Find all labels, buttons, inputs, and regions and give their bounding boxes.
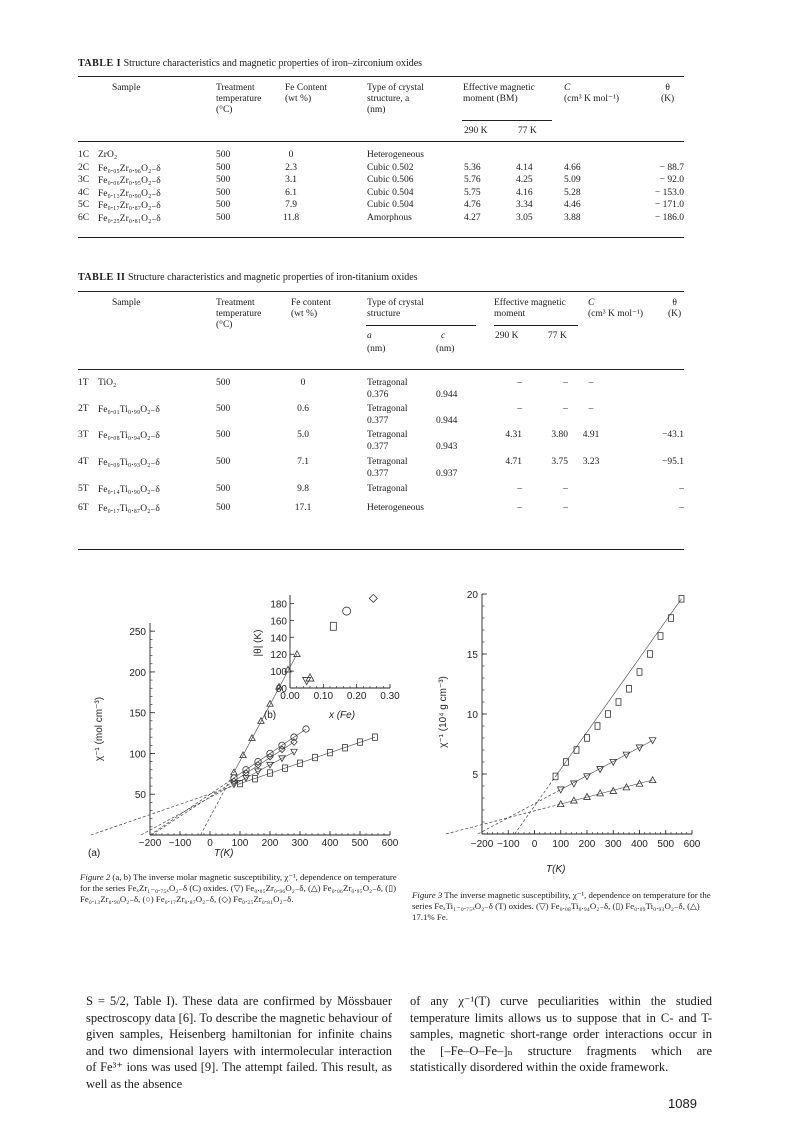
fig2b-x-tick-label: 0.10 [313, 691, 334, 702]
t1-row-fe: 6.1 [285, 187, 297, 198]
t2-row-m290: – [517, 378, 522, 388]
t2-row-formula: Fe₀.₁₇Ti₀.₈₇O₂₋δ [98, 504, 160, 514]
t2-row-fe: 5.0 [297, 430, 309, 440]
t2-row-a: 0.377 [367, 416, 389, 426]
t1-h-sample: Sample [112, 83, 141, 93]
table1-header-rule [78, 141, 684, 142]
table1-caption [78, 57, 422, 70]
fig2b-y-tick-label: 160 [270, 616, 287, 628]
table1-bottom-rule [78, 237, 684, 238]
figure2-plot [80, 585, 410, 870]
fig2a-x-tick-label: −200 [138, 838, 162, 849]
fig3-x-tick-label: 200 [578, 839, 596, 850]
t2-row-type: Tetragonal [367, 404, 408, 414]
t1-row-c: 5.09 [564, 175, 581, 186]
t2-row-formula: Fe₀.₀₁Ti₀.₉₉O₂₋δ [98, 405, 160, 415]
fig2a-x-tick-label: 500 [351, 838, 369, 849]
t1-row-m77: 3.34 [516, 200, 533, 211]
t2-row-cc: 4.91 [582, 430, 600, 440]
fig2b-point-square [330, 622, 336, 630]
t2-row-formula: Fe₀.₀₉Ti₀.₉₃O₂₋δ [98, 458, 160, 468]
t1-row-formula: Fe₀.₂₅Zr₀.₈₁O₂₋δ [98, 214, 161, 224]
t1-row-temp: 500 [216, 213, 231, 223]
t2-row-m77: – [563, 404, 568, 414]
fig3-point-square [574, 747, 579, 754]
t1-h-290: 290 K [464, 126, 488, 136]
fig3-x-tick-label: 500 [657, 839, 675, 850]
fig3-fit-line [561, 780, 653, 804]
t2-row-temp: 500 [216, 484, 231, 494]
fig3-x-tick-label: 0 [531, 839, 538, 850]
t2-type-subrule [366, 325, 476, 326]
fig2a-point-triangle-up [294, 651, 300, 657]
t1-row-id: 6C [78, 213, 90, 223]
t2-row-id: 4T [78, 457, 89, 467]
t2-h-c-unit: (nm) [436, 344, 455, 354]
fig2a-y-tick-label: 150 [129, 708, 146, 720]
table2-label: TABLE II [78, 272, 126, 283]
fig3-point-square [648, 651, 653, 658]
fig2a-y-tick-label: 250 [129, 627, 146, 639]
t1-row-fe: 11.8 [282, 213, 300, 223]
t1-row-m77: 4.14 [516, 162, 533, 173]
fig3-x-tick-label: 100 [552, 839, 570, 850]
fig2a-x-tick-label: −100 [168, 838, 192, 849]
fig3-x-tick-label: −200 [470, 839, 494, 850]
fig2b-panel-label: (b) [263, 710, 277, 721]
table2-top-rule [78, 291, 684, 292]
fig2b-point-circle [343, 607, 351, 615]
fig2b-ylabel: |θ| (K) [253, 629, 264, 657]
t2-h-theta: θ (K) [668, 298, 682, 319]
t1-row-m290: 5.36 [464, 162, 481, 173]
t1-row-temp: 500 [216, 150, 231, 160]
fig2b-y-tick-label: 180 [270, 599, 287, 611]
t1-row-temp: 500 [216, 200, 231, 211]
t2-h-sample: Sample [112, 298, 141, 308]
fig2b-y-tick-label: 140 [270, 633, 287, 645]
t2-row-type: Heterogeneous [367, 503, 424, 513]
t2-row-cc: – [588, 404, 594, 414]
fig2a-point-triangle-up [267, 701, 273, 707]
fig2b-y-tick-label: 120 [270, 650, 287, 662]
fig3-point-triangle-up [649, 777, 656, 783]
t1-row-c: 4.66 [564, 162, 581, 173]
t2-row-fe: 7.1 [297, 457, 309, 467]
t1-row-id: 3C [78, 175, 90, 186]
t2-row-a: 0.376 [367, 390, 389, 400]
fig2a-x-tick-label: 300 [291, 838, 309, 849]
fig2a-extrapolation-line [91, 784, 240, 835]
table1-caption-text: Structure characteristics and magnetic properties of iron–zirconium oxides [123, 58, 423, 69]
t2-row-type: Tetragonal [367, 484, 408, 494]
table2-caption [78, 271, 418, 284]
t1-row-theta: − 88.7 [659, 162, 684, 173]
fig2a-point-square [373, 734, 378, 740]
t1-row-type: Cubic 0.502 [367, 162, 414, 173]
t2-row-cc: 3.23 [582, 457, 600, 467]
body-column-right: of any χ⁻¹(T) curve peculiarities within the studied temperature limits allows us to suppose that in C- and T-samples, magnetic short-range order interactions occur in the [–Fe–O–Fe–]ₙ structure fragments which are statistically disordered within the oxide framework. [410, 994, 712, 1074]
table2-header-rule [78, 369, 684, 370]
fig3-extrapolation-line [515, 776, 556, 834]
fig2b-y-tick-label: 100 [270, 667, 287, 679]
fig2b-xlabel: x (Fe) [328, 710, 356, 721]
fig2b-x-tick-label: 0.00 [280, 691, 300, 702]
fig3-point-square [658, 633, 663, 640]
t1-row-type: Amorphous [367, 213, 412, 223]
t2-row-a: 0.377 [367, 442, 389, 452]
t2-row-c: 0.937 [436, 469, 458, 479]
fig3-x-tick-label: 600 [683, 839, 701, 850]
t1-row-theta: − 153.0 [654, 187, 684, 198]
t2-row-m77: – [563, 378, 568, 388]
figure3-xlabel: T(K) [546, 864, 566, 875]
t1-row-fe: 7.9 [285, 200, 297, 211]
t2-row-fe: 0 [300, 378, 306, 388]
t2-row-m290: – [517, 404, 522, 414]
t2-h-a: a [367, 331, 372, 341]
t2-row-id: 1T [78, 378, 89, 388]
t1-row-m77: 4.16 [516, 187, 533, 198]
fig2a-extrapolation-line [150, 778, 234, 835]
table2-bottom-rule [78, 549, 684, 550]
t1-row-id: 2C [78, 162, 90, 173]
t2-row-m77: 3.75 [551, 457, 568, 467]
t1-row-type: Cubic 0.504 [367, 187, 414, 198]
fig2b-x-tick-label: 0.20 [346, 691, 367, 702]
t2-row-fe: 17.1 [294, 503, 312, 513]
t2-row-fe: 9.8 [297, 484, 309, 494]
fig2a-y-tick-label: 200 [129, 667, 146, 679]
t2-row-m290: 4.71 [505, 457, 522, 467]
t2-row-m290: – [517, 484, 522, 494]
figure2-panel-a-label: (a) [88, 848, 101, 859]
fig2b-x-tick-label: 0.30 [380, 691, 400, 702]
fig3-point-square [595, 723, 600, 730]
fig3-point-square [606, 711, 611, 718]
figure3-plot [420, 582, 710, 850]
t2-row-m290: 4.31 [505, 430, 522, 440]
t1-row-m77: 3.05 [516, 213, 533, 223]
body-column-left: S = 5/2, Table I). These data are confirmed by Mössbauer spectroscopy data [6]. To describe the magnetic behaviour of given samples, Heisenberg hamiltonian for infinite chains and two dimensional layers with intermolecular interaction of Fe³⁺ ions was used [9]. The attempt failed. This result, as well as the absence [86, 994, 392, 1091]
t1-row-m77: 4.25 [516, 175, 533, 186]
t2-h-a-unit: (nm) [367, 344, 386, 354]
t2-row-id: 5T [78, 484, 89, 494]
fig2a-x-tick-label: 100 [231, 838, 249, 849]
fig2a-x-tick-label: 400 [321, 838, 339, 849]
fig3-ylabel: χ⁻¹ (10⁴ g cm⁻³) [438, 676, 449, 748]
t2-h-290: 290 K [495, 331, 519, 341]
t2-row-c: 0.944 [436, 390, 458, 400]
fig3-point-triangle-down [557, 787, 564, 793]
t1-row-theta: − 186.0 [654, 213, 684, 223]
fig3-y-tick-label: 20 [466, 590, 478, 601]
t2-row-id: 3T [78, 430, 89, 440]
fig2b-point-diamond [369, 594, 377, 602]
t1-row-id: 4C [78, 187, 90, 198]
t1-h-c: C (cm³ K mol⁻¹) [564, 83, 620, 104]
t2-row-cc: – [588, 378, 594, 388]
t1-row-m290: 4.27 [464, 213, 481, 223]
fig3-point-square [637, 669, 642, 676]
t1-row-fe: 3.1 [285, 175, 297, 186]
fig2a-extrapolation-line [141, 784, 234, 835]
t2-row-temp: 500 [216, 404, 231, 414]
t1-row-type: Cubic 0.506 [367, 175, 414, 186]
t1-row-formula: Fe₀.₁₃Zr₀.₉₀O₂₋δ [98, 188, 161, 199]
t1-row-m290: 4.76 [464, 200, 481, 211]
figure2-caption: Figure 2 (a, b) The inverse molar magnetic susceptibility, χ⁻¹, dependence on temperature for the series FeₓZr₁₋₀.₇₅ₓO₂₋δ (C) oxides. (▽) Fe₀.₀₅Zr₀.₉₆O₂₋δ, (△) Fe₀.₀₆Zr₀.₉₅O₂₋δ, (▯) Fe₀.₁₃Zr₀.₉₀O₂₋δ, (○) Fe₀.₁₇Zr₀.₈₇O₂₋δ, (◇) Fe₀.₂₅Zr₀.₈₁O₂₋δ. [80, 872, 397, 905]
fig3-extrapolation-line [446, 804, 561, 834]
fig2a-x-tick-label: 600 [381, 838, 399, 849]
page-number: 1089 [668, 1096, 697, 1111]
fig3-x-tick-label: 400 [631, 839, 648, 850]
t1-row-c: 4.46 [564, 200, 581, 211]
t2-row-c: 0.944 [436, 416, 458, 426]
fig2a-ylabel: χ⁻¹ (mol cm⁻³) [94, 696, 105, 762]
t2-row-temp: 500 [216, 430, 231, 440]
t2-h-c-lat: c [441, 331, 446, 341]
t1-h-77: 77 K [518, 126, 537, 136]
t1-h-treatment: Treatment temperature (°C) [216, 83, 262, 115]
table1-label: TABLE I [78, 58, 122, 69]
t1-row-fe: 2.3 [285, 162, 297, 173]
t1-row-type: Cubic 0.504 [367, 200, 414, 211]
table1-top-rule [78, 76, 684, 77]
t1-row-theta: − 92.0 [659, 175, 684, 186]
t1-row-formula: Fe₀.₁₇Zr₀.₈₇O₂₋δ [98, 201, 161, 212]
t1-moment-subrule [462, 120, 552, 121]
t2-row-m290: – [517, 503, 522, 513]
t1-row-id: 1C [78, 150, 90, 160]
t2-row-formula: TiO₂ [98, 378, 117, 388]
t1-row-theta: − 171.0 [654, 200, 684, 211]
t1-row-c: 5.28 [564, 187, 581, 198]
t1-row-temp: 500 [216, 175, 231, 186]
t2-row-temp: 500 [216, 457, 231, 467]
table2-caption-text: Structure characteristics and magnetic properties of iron-titanium oxides [127, 272, 418, 283]
fig3-point-triangle-down [636, 745, 643, 751]
t2-h-fe: Fe content (wt %) [291, 298, 331, 319]
t1-row-formula: ZrO₂ [98, 150, 118, 160]
t1-row-m290: 5.76 [464, 175, 481, 186]
t2-row-theta: – [679, 484, 684, 494]
fig3-y-tick-label: 10 [466, 710, 478, 721]
t2-row-a: 0.377 [367, 469, 389, 479]
figure3-caption: Figure 3 The inverse magnetic susceptibility, χ⁻¹, dependence on temperature for the series FeₓTi₁₋₀.₇₅ₓO₂₋δ (T) oxides. (▽) Fe₀.₀₈Ti₀.₉₄O₂₋δ, (▯) Fe₀.₀₉Ti₀.₉₃O₂₋δ, (△) 17.1% Fe. [412, 890, 711, 923]
fig3-point-square [585, 735, 590, 742]
t2-h-treatment: Treatment temperature (°C) [216, 298, 262, 330]
t2-row-formula: Fe₀.₀₈Ti₀.₉₄O₂₋δ [98, 431, 160, 441]
t1-row-fe: 0 [288, 150, 294, 160]
t2-row-c: 0.943 [436, 442, 458, 452]
fig2a-y-tick-label: 50 [134, 790, 146, 802]
t2-h-type: Type of crystal structure [367, 298, 424, 319]
t2-row-fe: 0.6 [297, 404, 309, 414]
t1-row-temp: 500 [216, 187, 231, 198]
fig3-extrapolation-line [478, 790, 561, 834]
fig2a-y-tick-label: 100 [129, 749, 146, 761]
fig2b-y-tick-label: 80 [275, 684, 287, 695]
t2-row-theta: – [679, 503, 684, 513]
t2-row-type: Tetragonal [367, 457, 408, 467]
t1-row-m290: 5.75 [464, 187, 481, 198]
t2-row-theta: −43.1 [662, 430, 684, 440]
t2-row-m77: 3.80 [551, 430, 568, 440]
t1-h-fe: Fe Content (wt %) [285, 83, 327, 104]
t1-row-id: 5C [78, 200, 90, 211]
t2-row-id: 6T [78, 503, 89, 513]
fig3-y-tick-label: 15 [466, 650, 478, 661]
t2-row-m77: – [563, 503, 568, 513]
t1-h-moment: Effective magnetic moment (BM) [463, 83, 535, 104]
fig3-x-tick-label: −100 [496, 839, 520, 850]
t2-moment-subrule [494, 325, 578, 326]
t2-row-type: Tetragonal [367, 378, 408, 388]
t2-row-m77: – [563, 484, 568, 494]
fig3-x-tick-label: 300 [604, 839, 622, 850]
t2-row-id: 2T [78, 404, 89, 414]
t1-row-temp: 500 [216, 162, 231, 173]
fig3-point-square [627, 686, 632, 693]
t2-row-formula: Fe₀.₁₄Ti₀.₉₀O₂₋δ [98, 485, 160, 495]
fig2a-extrapolation-line [152, 781, 235, 835]
t1-row-type: Heterogeneous [367, 150, 424, 160]
t2-row-temp: 500 [216, 503, 231, 513]
fig3-point-square [616, 699, 621, 706]
t1-row-formula: Fe₀.₀₆Zr₀.₉₅O₂₋δ [98, 176, 161, 187]
t1-h-type: Type of crystal structure, a (nm) [367, 83, 424, 115]
fig2a-x-tick-label: 200 [261, 838, 279, 849]
t1-h-theta: θ (K) [661, 83, 675, 104]
figure2-xlabel: T(K) [214, 848, 234, 859]
fig3-y-tick-label: 5 [472, 770, 478, 781]
t2-h-77: 77 K [548, 331, 567, 341]
t2-h-moment: Effective magnetic moment [494, 298, 566, 319]
t1-row-formula: Fe₀.₀₅Zr₀.₉₆O₂₋δ [98, 163, 161, 174]
t2-row-theta: −95.1 [662, 457, 684, 467]
t1-row-c: 3.88 [564, 213, 581, 223]
fig2a-x-tick-label: 0 [207, 838, 213, 849]
t2-row-temp: 500 [216, 378, 231, 388]
t2-h-c: C (cm³ K mol⁻¹) [588, 298, 644, 319]
t2-row-type: Tetragonal [367, 430, 408, 440]
fig2a-point-triangle-up [249, 735, 255, 741]
